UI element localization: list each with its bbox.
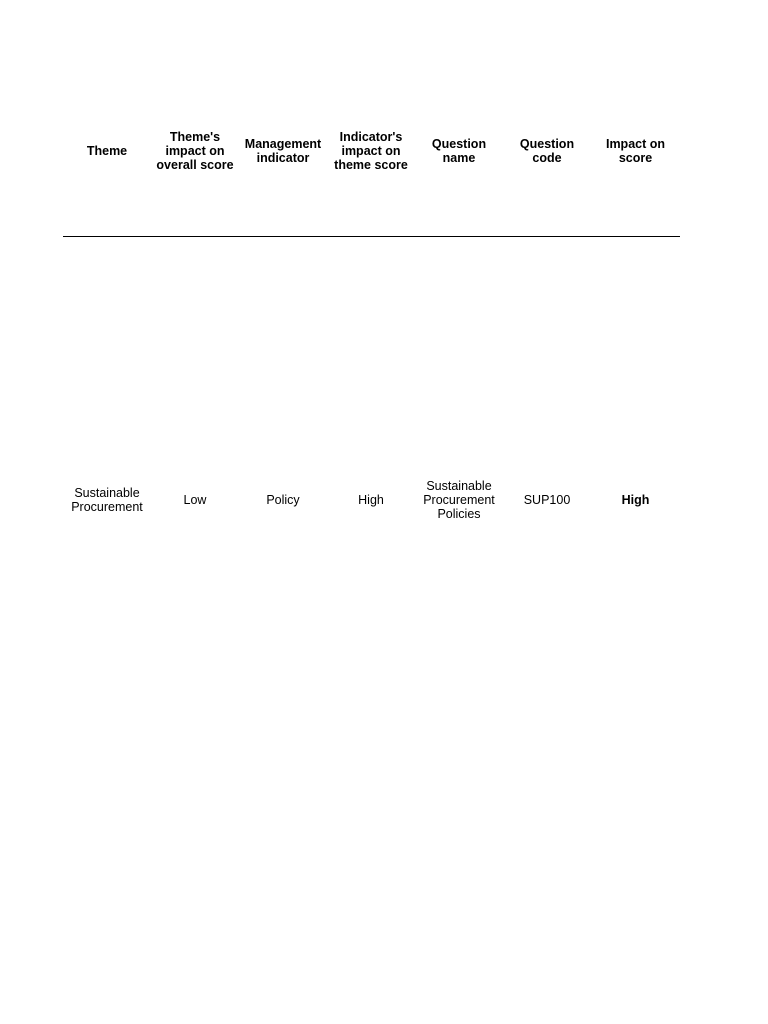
header-row	[63, 0, 680, 236]
table-row	[63, 236, 680, 763]
header-impact-on-score: Impact on score	[591, 0, 680, 236]
cell-indicator-impact: High	[358, 492, 384, 507]
header-question-name: Question name	[415, 0, 503, 236]
scoring-table	[63, 0, 680, 763]
cell-theme: Sustainable Procurement	[71, 485, 143, 514]
header-indicator-impact: Indicator's impact on theme score	[327, 0, 415, 236]
cell-question-name: Sustainable Procurement Policies	[423, 478, 495, 521]
header-question-code: Question code	[503, 0, 591, 236]
table-header	[63, 0, 680, 236]
header-theme-impact: Theme's impact on overall score	[151, 0, 239, 236]
cell-management-indicator: Policy	[266, 492, 300, 507]
header-theme: Theme	[63, 0, 151, 236]
cell-impact-on-score: High	[621, 492, 650, 507]
cell-theme-impact: Low	[183, 492, 207, 507]
cell-question-code: SUP100	[523, 492, 571, 507]
header-management-indicator: Management indicator	[239, 0, 327, 236]
table-body	[63, 236, 680, 763]
